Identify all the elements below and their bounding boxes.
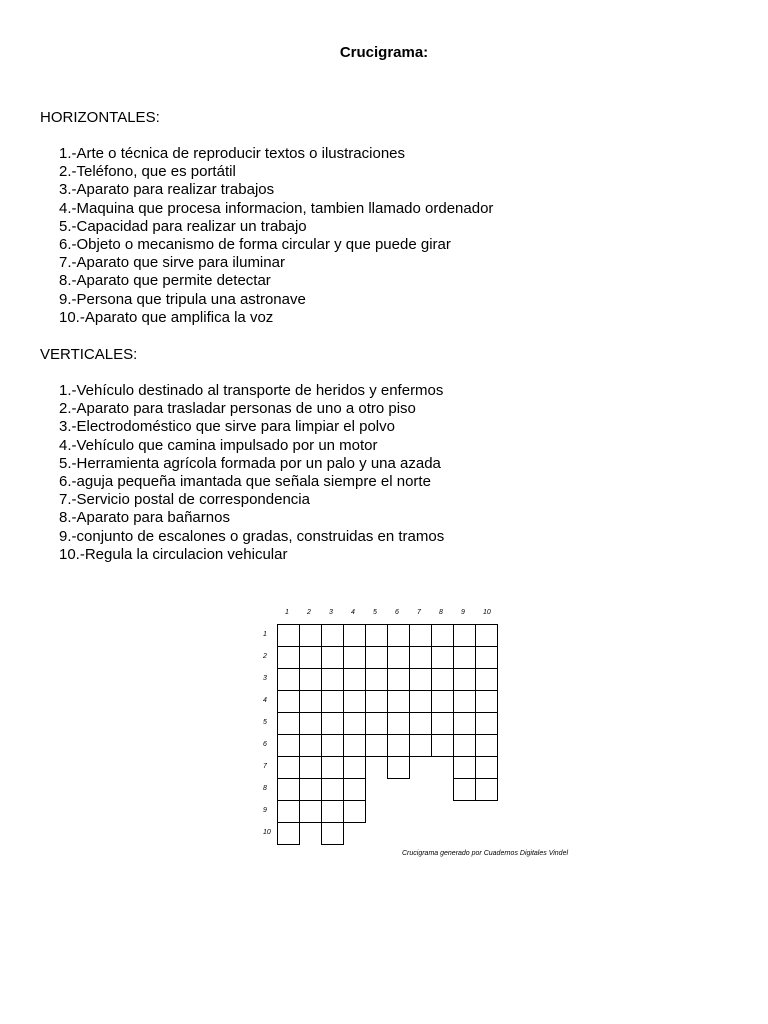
crossword-cell[interactable]: [365, 646, 388, 669]
column-number: 1: [285, 609, 289, 616]
column-number: 2: [307, 609, 311, 616]
crossword-cell[interactable]: [431, 690, 454, 713]
column-number: 3: [329, 609, 333, 616]
crossword-cell[interactable]: [277, 646, 300, 669]
crossword-cell[interactable]: [299, 778, 322, 801]
column-number: 8: [439, 609, 443, 616]
vertical-clue-1: 1.-Vehículo destinado al transporte de heridos y enfermos: [59, 382, 444, 399]
crossword-cell[interactable]: [475, 778, 498, 801]
crossword-cell[interactable]: [277, 668, 300, 691]
vertical-clue-6: 6.-aguja pequeña imantada que señala siempre el norte: [59, 473, 431, 491]
crossword-cell[interactable]: [321, 646, 344, 669]
crossword-cell[interactable]: [409, 624, 432, 647]
horizontal-clue-3: 3.-Aparato para realizar trabajos: [59, 181, 275, 199]
crossword-cell[interactable]: [321, 624, 344, 647]
vertical-clue-7: 7.-Servicio postal de correspondencia: [59, 491, 310, 509]
crossword-cell[interactable]: [387, 624, 410, 647]
vertical-clue-4: 4.-Vehículo que camina impulsado por un motor: [59, 436, 378, 454]
crossword-cell[interactable]: [453, 778, 476, 801]
crossword-cell[interactable]: [453, 756, 476, 779]
horizontal-clue-7: 7.-Aparato que sirve para iluminar: [59, 254, 285, 272]
crossword-cell[interactable]: [431, 712, 454, 735]
horizontal-clue-8: 8.-Aparato que permite detectar: [59, 272, 271, 290]
column-number: 9: [461, 609, 465, 616]
crossword-cell[interactable]: [409, 712, 432, 735]
crossword-cell[interactable]: [475, 646, 498, 669]
crossword-cell[interactable]: [343, 800, 366, 823]
row-number: 9: [263, 807, 267, 814]
crossword-cell[interactable]: [387, 712, 410, 735]
crossword-cell[interactable]: [453, 668, 476, 691]
crossword-cell[interactable]: [365, 734, 388, 757]
crossword-cell[interactable]: [277, 624, 300, 647]
row-number: 8: [263, 785, 267, 792]
crossword-cell[interactable]: [321, 756, 344, 779]
vertical-clue-5: 5.-Herramienta agrícola formada por un palo y una azada: [59, 454, 441, 472]
horizontal-clue-4: 4.-Maquina que procesa informacion, tambien llamado ordenador: [59, 199, 494, 217]
horizontales-heading: HORIZONTALES:: [40, 109, 160, 126]
crossword-cell[interactable]: [321, 822, 344, 845]
row-number: 3: [263, 675, 267, 682]
crossword-cell[interactable]: [453, 646, 476, 669]
crossword-cell[interactable]: [475, 668, 498, 691]
crossword-cell[interactable]: [365, 668, 388, 691]
crossword-cell[interactable]: [321, 800, 344, 823]
row-number: 7: [263, 763, 267, 770]
horizontal-clue-1: 1.-Arte o técnica de reproducir textos o ilustraciones: [59, 145, 406, 162]
crossword-cell[interactable]: [453, 712, 476, 735]
crossword-cell[interactable]: [475, 734, 498, 757]
crossword-cell[interactable]: [321, 668, 344, 691]
crossword-cell[interactable]: [387, 646, 410, 669]
crossword-cell[interactable]: [343, 690, 366, 713]
row-number: 2: [263, 653, 267, 660]
crossword-cell[interactable]: [453, 734, 476, 757]
horizontal-clue-10: 10.-Aparato que amplifica la voz: [59, 308, 274, 326]
crossword-cell[interactable]: [299, 712, 322, 735]
crossword-cell[interactable]: [387, 690, 410, 713]
crossword-cell[interactable]: [321, 734, 344, 757]
crossword-cell[interactable]: [409, 690, 432, 713]
crossword-cell[interactable]: [475, 712, 498, 735]
column-number: 5: [373, 609, 377, 616]
crossword-cell[interactable]: [387, 734, 410, 757]
vertical-clue-9: 9.-conjunto de escalones o gradas, construidas en tramos: [59, 527, 445, 545]
vertical-clue-2: 2.-Aparato para trasladar personas de uno a otro piso: [59, 400, 416, 418]
crossword-cell[interactable]: [409, 668, 432, 691]
column-number: 10: [483, 609, 491, 616]
horizontales-clue-list: [59, 145, 493, 327]
row-number: 10: [263, 829, 271, 836]
crossword-cell[interactable]: [299, 624, 322, 647]
vertical-clue-3: 3.-Electrodoméstico que sirve para limpiar el polvo: [59, 418, 395, 436]
crossword-cell[interactable]: [387, 668, 410, 691]
page-title: Crucigrama:: [339, 44, 429, 61]
crossword-cell[interactable]: [299, 800, 322, 823]
horizontal-clue-9: 9.-Persona que tripula una astronave: [59, 290, 306, 308]
crossword-cell[interactable]: [365, 624, 388, 647]
crossword-cell[interactable]: [277, 800, 300, 823]
crossword-cell[interactable]: [343, 646, 366, 669]
crossword-cell[interactable]: [343, 734, 366, 757]
crossword-cell[interactable]: [299, 756, 322, 779]
verticales-heading: VERTICALES:: [40, 346, 138, 363]
horizontal-clue-2: 2.-Teléfono, que es portátil: [59, 163, 236, 181]
crossword-cell[interactable]: [387, 756, 410, 779]
crossword-cell[interactable]: [321, 778, 344, 801]
column-number: 6: [395, 609, 399, 616]
crossword-cell[interactable]: [343, 712, 366, 735]
crossword-cell[interactable]: [299, 734, 322, 757]
crossword-cell[interactable]: [277, 756, 300, 779]
crossword-cell[interactable]: [475, 624, 498, 647]
credit-line: Crucigrama generado por Cuadernos Digitales Vindel: [402, 850, 569, 857]
crossword-cell[interactable]: [409, 734, 432, 757]
crossword-cell[interactable]: [453, 690, 476, 713]
crossword-cell[interactable]: [475, 756, 498, 779]
crossword-cell[interactable]: [299, 668, 322, 691]
row-number: 1: [263, 631, 267, 638]
crossword-cell[interactable]: [409, 646, 432, 669]
crossword-cell[interactable]: [277, 712, 300, 735]
row-number: 5: [263, 719, 267, 726]
crossword-cell[interactable]: [453, 624, 476, 647]
crossword-cell[interactable]: [343, 778, 366, 801]
horizontal-clue-5: 5.-Capacidad para realizar un trabajo: [59, 217, 307, 235]
crossword-cell[interactable]: [343, 624, 366, 647]
horizontal-clue-6: 6.-Objeto o mecanismo de forma circular y que puede girar: [59, 236, 451, 254]
crossword-cell[interactable]: [321, 690, 344, 713]
vertical-clue-10: 10.-Regula la circulacion vehicular: [59, 545, 288, 563]
column-number: 4: [351, 609, 355, 616]
crossword-cell[interactable]: [475, 690, 498, 713]
crossword-cell[interactable]: [277, 734, 300, 757]
crossword-cell[interactable]: [299, 690, 322, 713]
crossword-cell[interactable]: [431, 734, 454, 757]
crossword-cell[interactable]: [365, 690, 388, 713]
crossword-cell[interactable]: [431, 646, 454, 669]
crossword-cell[interactable]: [277, 822, 300, 845]
row-number: 6: [263, 741, 267, 748]
crossword-cell[interactable]: [277, 778, 300, 801]
crossword-cell[interactable]: [365, 712, 388, 735]
crossword-cell[interactable]: [431, 624, 454, 647]
row-number: 4: [263, 697, 267, 704]
vertical-clue-8: 8.-Aparato para bañarnos: [59, 509, 230, 527]
crossword-cell[interactable]: [321, 712, 344, 735]
crossword-cell[interactable]: [343, 756, 366, 779]
crossword-cell[interactable]: [277, 690, 300, 713]
crossword-cell[interactable]: [431, 668, 454, 691]
crossword-cell[interactable]: [343, 668, 366, 691]
verticales-clue-list: [59, 382, 444, 564]
crossword-cell[interactable]: [299, 646, 322, 669]
column-number: 7: [417, 609, 421, 616]
